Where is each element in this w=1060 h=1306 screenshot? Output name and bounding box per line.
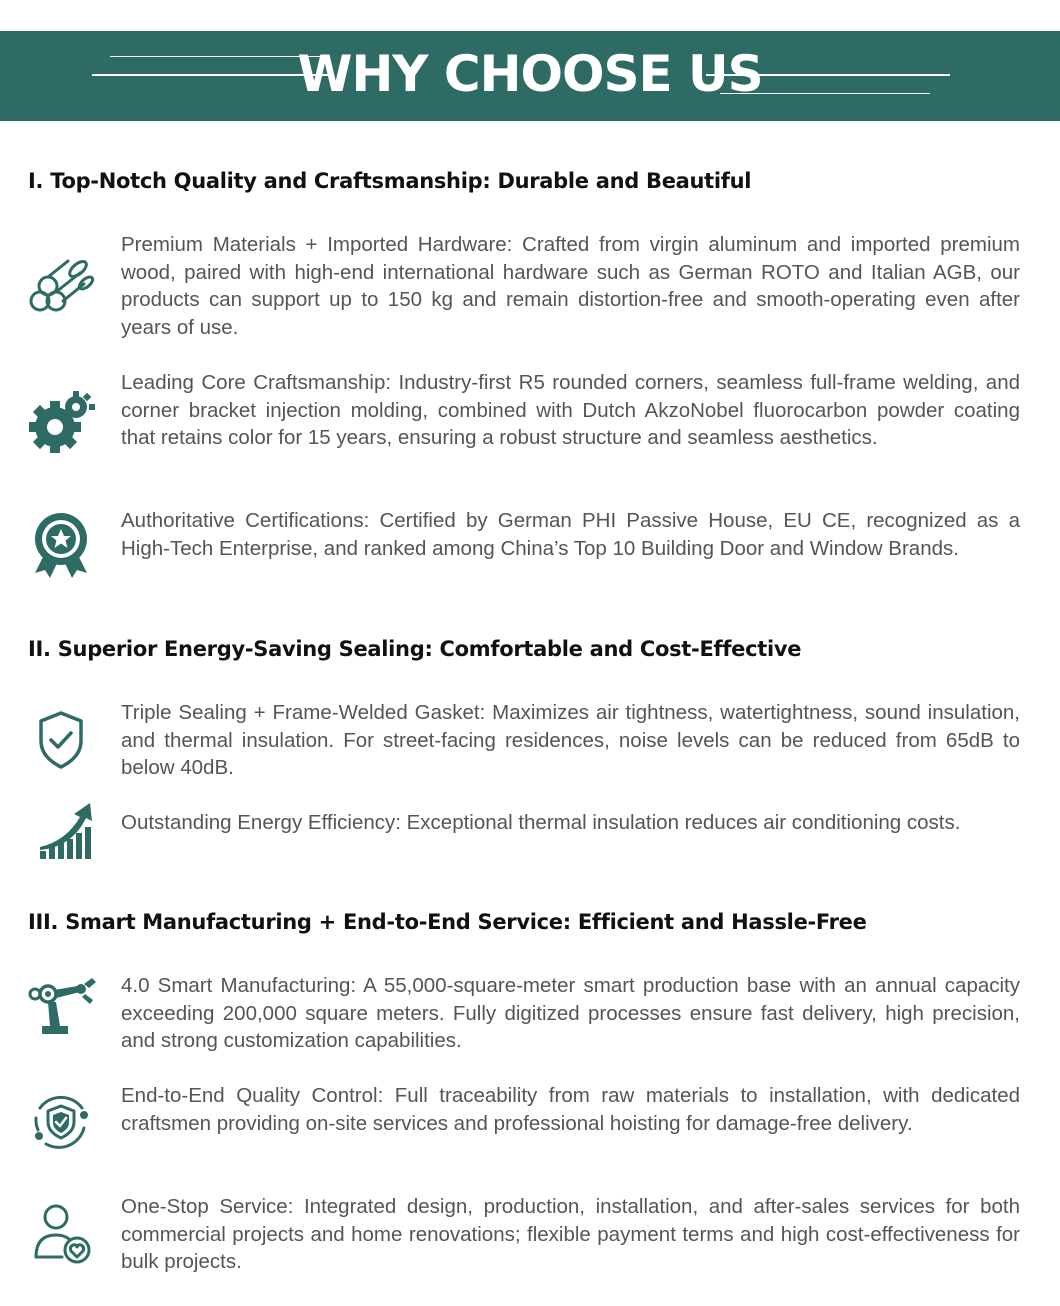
feature-text: Authoritative Certifications: Certified by German PHI Passive House, EU CE, recognized as a High-Tech Enterprise, and ranked among China’s Top 10 Building Door and Window Brands. — [121, 509, 1020, 560]
section-heading-manufacturing: III. Smart Manufacturing + End-to-End Service: Efficient and Hassle-Free — [28, 910, 867, 934]
page-title: WHY CHOOSE US — [297, 45, 763, 103]
feature-text: Leading Core Craftsmanship: Industry-first R5 rounded corners, seamless full-frame welding, and corner bracket injection molding, combined with Dutch AkzoNobel fluorocarbon powder coating that retains color for 15 years, ensuring a robust structure and seamless aesthetics. — [121, 371, 1020, 450]
shield-circle-icon — [26, 1086, 96, 1156]
header-banner — [0, 31, 1060, 121]
logs-icon — [26, 249, 96, 319]
user-heart-icon — [26, 1197, 96, 1267]
robot-arm-icon — [26, 972, 96, 1042]
gear-icon — [26, 387, 96, 457]
feature-text: 4.0 Smart Manufacturing: A 55,000-square-meter smart production base with an annual capacity exceeding 200,000 square meters. Fully digitized processes ensure fast delivery, high precision, and strong customization capabilities. — [121, 974, 1020, 1053]
growth-chart-icon — [26, 801, 96, 871]
feature-text: Outstanding Energy Efficiency: Exceptional thermal insulation reduces air conditioning costs. — [121, 811, 961, 834]
shield-check-icon — [26, 705, 96, 775]
award-badge-icon — [26, 509, 96, 579]
section-heading-energy: II. Superior Energy-Saving Sealing: Comfortable and Cost-Effective — [28, 637, 802, 661]
feature-text: One-Stop Service: Integrated design, production, installation, and after-sales services for both commercial projects and home renovations; flexible payment terms and high cost-effectiveness for bulk projects. — [121, 1195, 1020, 1274]
feature-text: Triple Sealing + Frame-Welded Gasket: Maximizes air tightness, watertightness, sound insulation, and thermal insulation. For street-facing residences, noise levels can be reduced from 65dB to below 40dB. — [121, 701, 1020, 780]
feature-text: End-to-End Quality Control: Full traceability from raw materials to installation, with dedicated craftsmen providing on-site services and professional hoisting for damage-free delivery. — [121, 1084, 1020, 1135]
section-heading-quality: I. Top-Notch Quality and Craftsmanship: Durable and Beautiful — [28, 169, 752, 193]
feature-text: Premium Materials + Imported Hardware: Crafted from virgin aluminum and imported premium wood, paired with high-end international hardware such as German ROTO and Italian AGB, our products can support up to 150 kg and remain distortion-free and smooth-operating even after years of use. — [121, 233, 1020, 340]
